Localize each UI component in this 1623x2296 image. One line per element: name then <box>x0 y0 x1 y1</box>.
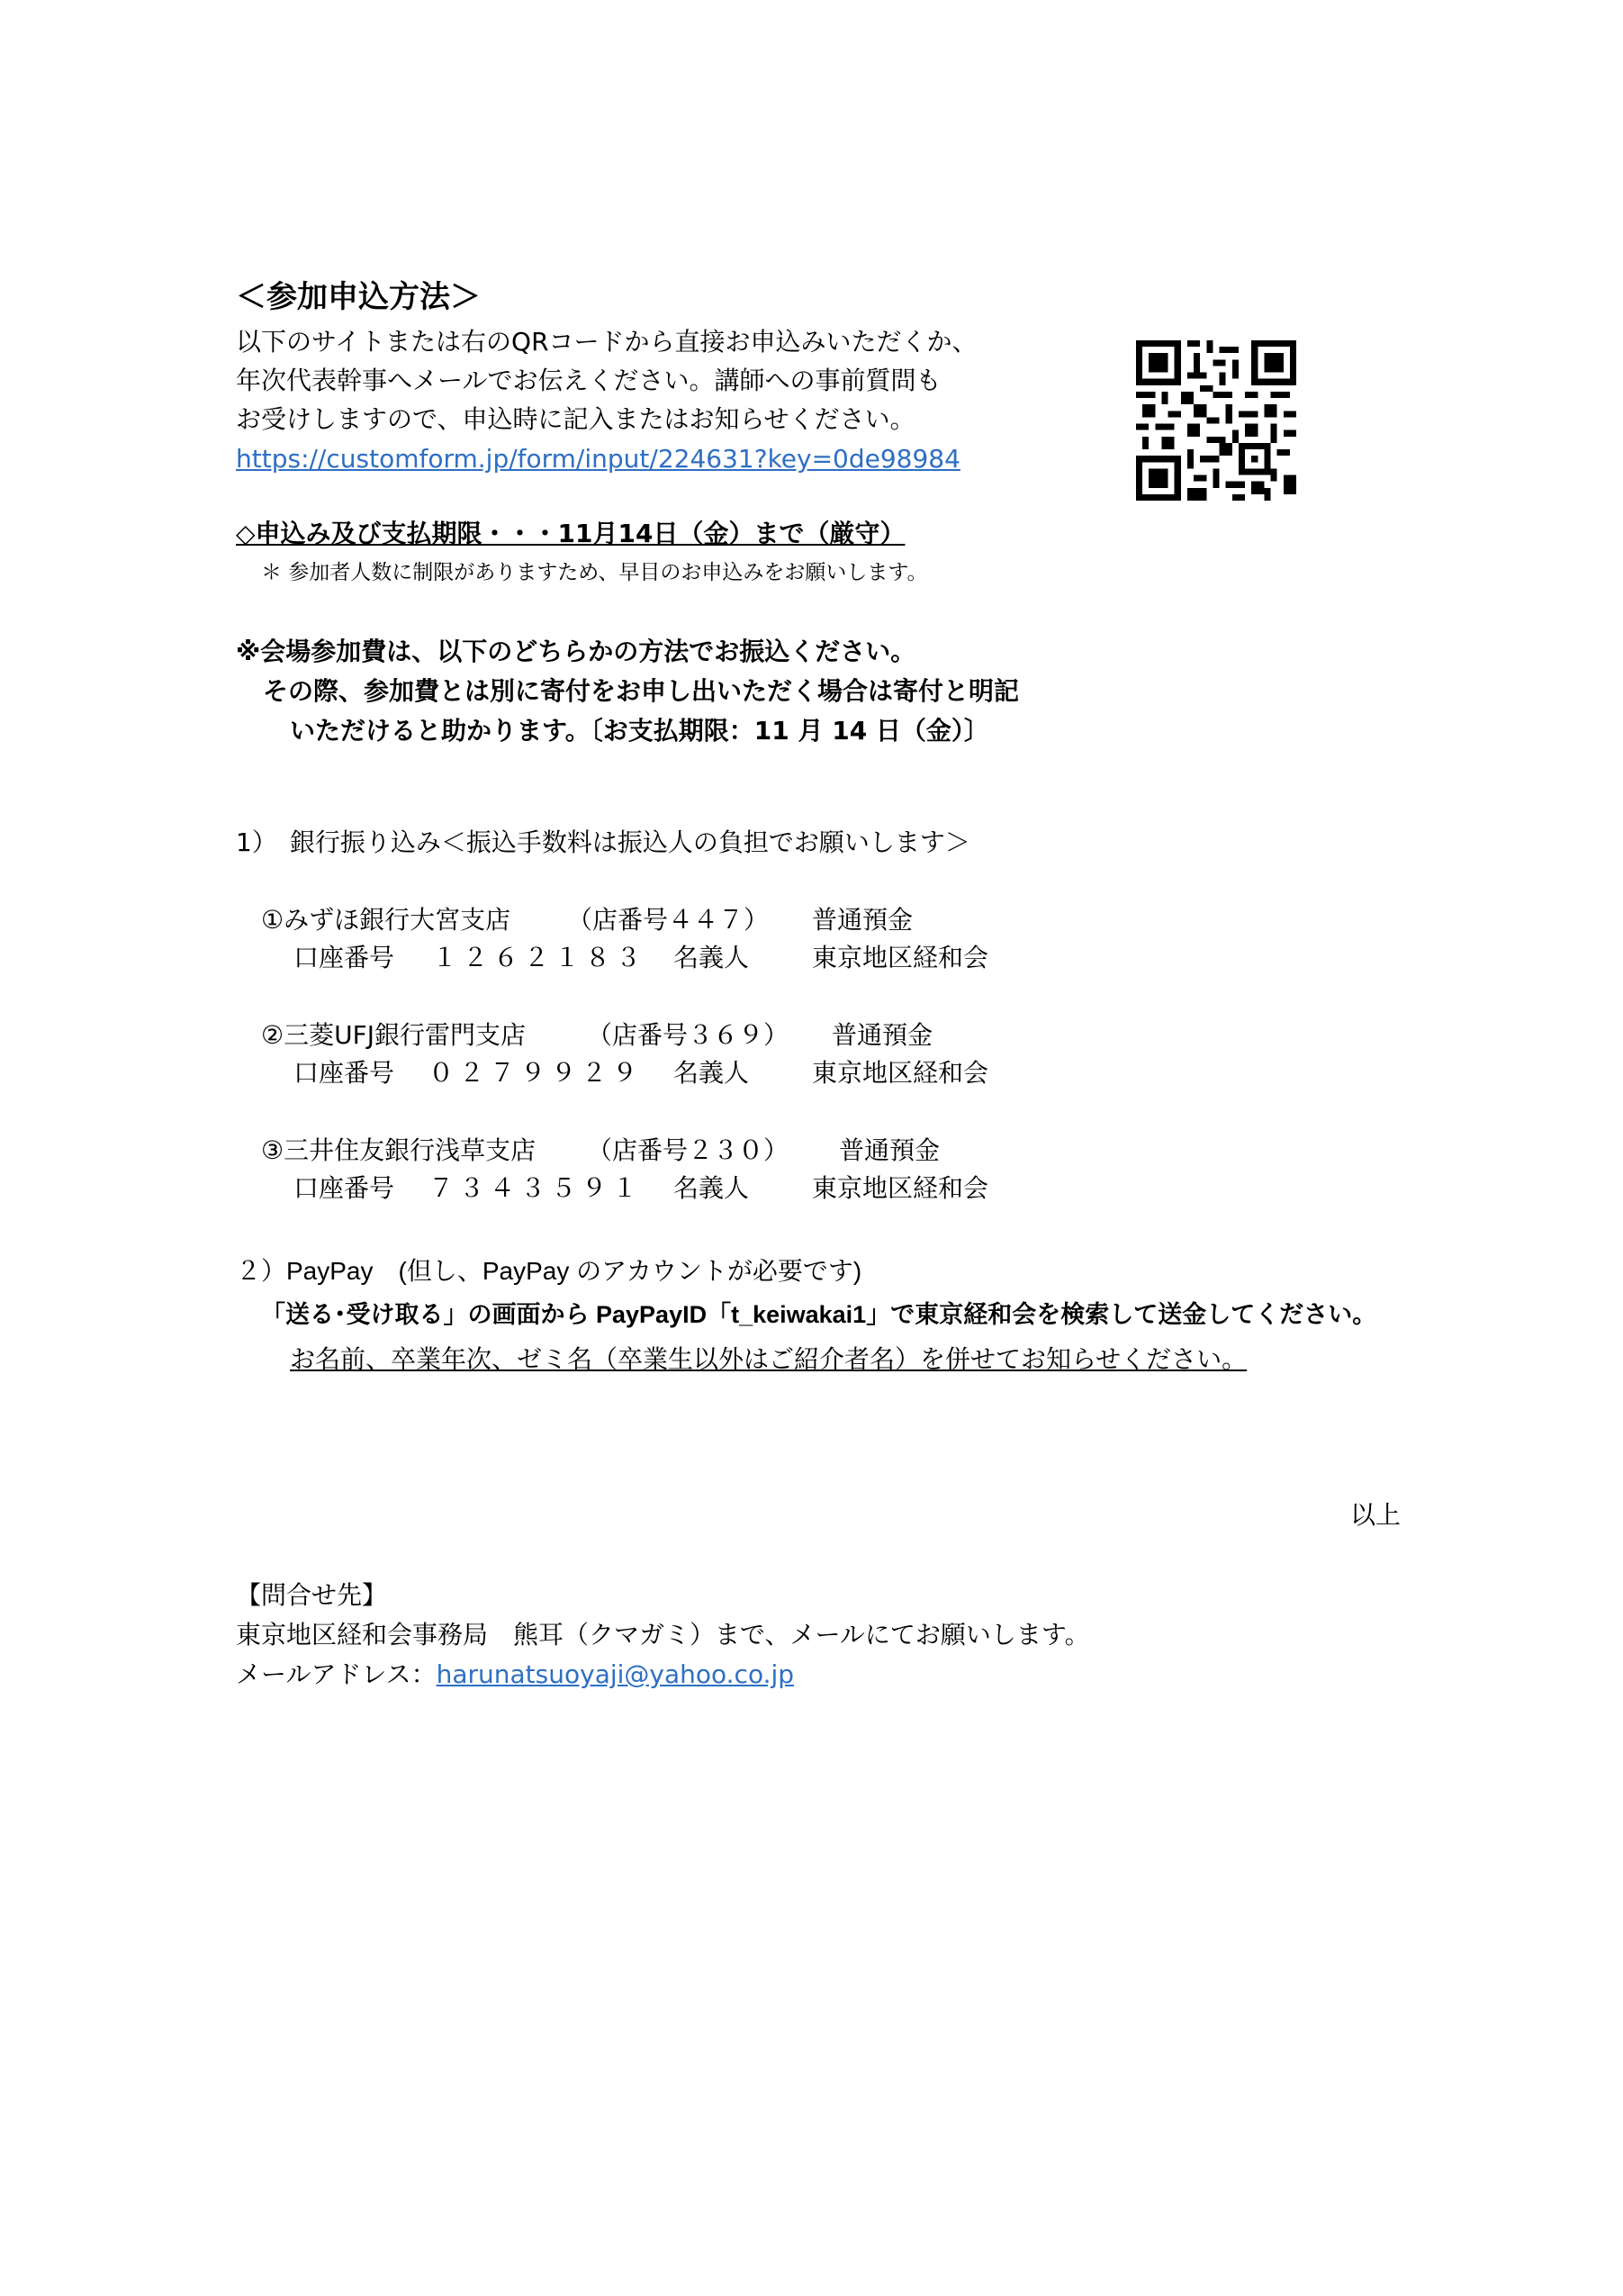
account-number-label: 口座番号 <box>293 943 395 972</box>
branch-number: （店番号４４７） <box>567 905 770 935</box>
payment-notice-line-1: ※会場参加費は、以下のどちらかの方法でお振込ください。 <box>236 637 916 666</box>
account-number: １２６２１８３ <box>432 943 647 972</box>
contact-heading: 【問合せ先】 <box>236 1580 388 1610</box>
bank-transfer-heading: 1） 銀行振り込み＜振込手数料は振込人の負担でお願いします＞ <box>236 827 970 857</box>
contact-office: 東京地区経和会事務局 熊耳（クマガミ）まで、メールにてお願いします。 <box>236 1620 1090 1650</box>
closing-text: 以上 <box>1350 1500 1402 1530</box>
account-type: 普通預金 <box>839 1135 941 1165</box>
intro-line-3: お受けしますので、申込時に記入またはお知らせください。 <box>236 404 915 434</box>
qr-code-icon[interactable] <box>1136 340 1296 501</box>
account-number: ０２７９９２９ <box>428 1058 644 1088</box>
account-type: 普通預金 <box>832 1020 933 1050</box>
paypay-instruction: 「送る･受け取る」の画面から PayPayID「t_keiwakai1」で東京経和会を検索して送金してください。 <box>261 1301 1377 1328</box>
holder-label: 名義人 <box>673 1058 750 1088</box>
deadline-heading: ◇申込み及び支払期限・・・11月14日（金）まで（厳守） <box>236 519 906 548</box>
deadline-note: ＊ 参加者人数に制限がありますため、早目のお申込みをお願いします。 <box>261 561 928 584</box>
account-number: ７３４３５９１ <box>428 1173 644 1203</box>
account-holder: 東京地区経和会 <box>812 1058 989 1088</box>
account-number-label: 口座番号 <box>293 1058 395 1088</box>
account-number-label: 口座番号 <box>293 1173 395 1203</box>
paypay-heading: ２）PayPay (但し、PayPay のアカウントが必要です) <box>236 1257 862 1285</box>
paypay-note: お名前、卒業年次、ゼミ名（卒業生以外はご紹介者名）を併せてお知らせください。 <box>290 1344 1248 1374</box>
contact-email-row <box>236 1657 794 1693</box>
form-url-link[interactable]: https://customform.jp/form/input/224631?key=0de98984 <box>236 444 960 474</box>
branch-number: （店番号２３０） <box>587 1135 789 1165</box>
holder-label: 名義人 <box>673 943 750 972</box>
account-holder: 東京地区経和会 <box>812 943 989 972</box>
email-label: メールアドレス： <box>236 1659 437 1689</box>
bank-branch: ③三井住友銀行浅草支店 <box>261 1135 536 1165</box>
account-type: 普通預金 <box>812 905 914 935</box>
intro-line-2: 年次代表幹事へメールでお伝えください。講師への事前質問も <box>236 366 942 395</box>
bank-branch: ②三菱UFJ銀行雷門支店 <box>261 1020 526 1050</box>
intro-line-1: 以下のサイトまたは右のQRコードから直接お申込みいただくか、 <box>236 327 978 357</box>
branch-number: （店番号３６９） <box>587 1020 789 1050</box>
payment-notice-line-3: いただけると助かります。〔お支払期限：11 月 14 日（金）〕 <box>290 716 989 746</box>
payment-notice-line-2: その際、参加費とは別に寄付をお申し出いただく場合は寄付と明記 <box>263 676 1020 706</box>
section-title: ＜参加申込方法＞ <box>236 279 481 315</box>
account-holder: 東京地区経和会 <box>812 1173 989 1203</box>
email-link[interactable]: harunatsuoyaji@yahoo.co.jp <box>436 1659 795 1689</box>
bank-branch: ①みずほ銀行大宮支店 <box>261 905 511 935</box>
holder-label: 名義人 <box>673 1173 750 1203</box>
